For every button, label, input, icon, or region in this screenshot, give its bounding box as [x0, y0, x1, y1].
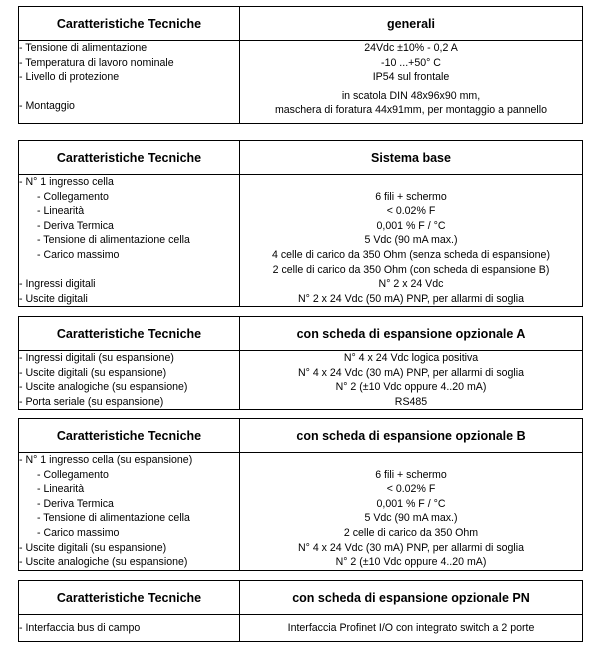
row-label: - Carico massimo — [37, 526, 120, 539]
row-value: 0,001 % F / °C — [376, 219, 446, 232]
row-value: 2 celle di carico da 350 Ohm — [343, 526, 479, 539]
row-value: Interfaccia Profinet I/O con integrato switch a 2 porte — [287, 622, 535, 634]
row-label — [19, 85, 239, 92]
spec-table-espansione-pn — [18, 580, 583, 642]
header-section: generali — [387, 16, 435, 31]
row-value: < 0.02% F — [386, 483, 436, 496]
row-label: - Collegamento — [37, 190, 109, 203]
row-label: - Uscite digitali (su espansione) — [19, 541, 167, 554]
row-value: N° 4 x 24 Vdc logica positiva — [343, 352, 479, 364]
header-label: Caratteristiche Tecniche — [19, 7, 240, 40]
row-value: N° 2 (±10 Vdc oppure 4..20 mA) — [335, 556, 487, 569]
row-value: -10 ...+50° C — [381, 56, 441, 69]
header-label: Caratteristiche Tecniche — [19, 141, 240, 174]
row-value — [240, 175, 582, 190]
spec-table-espansione-b — [18, 418, 583, 571]
row-label: - Linearità — [37, 483, 85, 496]
header-label: Caratteristiche Tecniche — [19, 581, 240, 614]
row-label — [19, 263, 239, 278]
row-label: - Deriva Termica — [37, 219, 114, 232]
row-value: 0,001 % F / °C — [376, 497, 446, 510]
header-label: Caratteristiche Tecniche — [19, 317, 240, 350]
table-header — [19, 317, 582, 351]
table-header — [19, 7, 582, 41]
row-value: 6 fili + schermo — [375, 190, 447, 203]
row-value: < 0.02% F — [386, 205, 436, 218]
row-label: - Ingressi digitali (su espansione) — [19, 352, 174, 364]
row-value: 24Vdc ±10% - 0,2 A — [364, 42, 458, 54]
row-label: - Interfaccia bus di campo — [19, 622, 141, 634]
row-label: - Temperatura di lavoro nominale — [19, 56, 174, 69]
row-value: in scatola DIN 48x96x90 mm, — [341, 89, 481, 102]
row-label: - N° 1 ingresso cella — [19, 176, 114, 188]
header-section: con scheda di espansione opzionale B — [296, 428, 526, 443]
row-value: N° 4 x 24 Vdc (30 mA) PNP, per allarmi di soglia — [297, 366, 524, 379]
spec-table-generali — [18, 6, 583, 124]
table-header — [19, 141, 582, 175]
row-value: IP54 sul frontale — [372, 71, 450, 84]
row-label: - Tensione di alimentazione cella — [37, 512, 190, 525]
row-value: N° 4 x 24 Vdc (30 mA) PNP, per allarmi di soglia — [297, 541, 524, 554]
row-value: 5 Vdc (90 mA max.) — [364, 234, 458, 247]
row-value: RS485 — [394, 395, 428, 408]
row-value: 2 celle di carico da 350 Ohm (con scheda di espansione B) — [272, 263, 550, 276]
row-label: - Uscite analogiche (su espansione) — [19, 381, 188, 394]
spec-table-sistema-base — [18, 140, 583, 307]
row-label: - N° 1 ingresso cella (su espansione) — [19, 454, 193, 466]
header-section: Sistema base — [371, 150, 451, 165]
row-label: - Uscite digitali (su espansione) — [19, 366, 167, 379]
row-label: - Tensione di alimentazione — [19, 42, 148, 54]
row-value: 4 celle di carico da 350 Ohm (senza scheda di espansione) — [272, 248, 550, 261]
row-label: - Uscite analogiche (su espansione) — [19, 556, 188, 569]
row-label: - Uscite digitali — [19, 292, 88, 305]
row-label: - Deriva Termica — [37, 497, 114, 510]
row-value: N° 2 x 24 Vdc (50 mA) PNP, per allarmi di soglia — [297, 292, 524, 305]
header-section: con scheda di espansione opzionale A — [296, 326, 526, 341]
row-label: - Carico massimo — [37, 248, 120, 261]
row-label: - Livello di protezione — [19, 71, 120, 84]
table-header — [19, 419, 582, 453]
row-label: - Ingressi digitali — [19, 278, 96, 291]
row-label: - Linearità — [37, 205, 85, 218]
header-section: con scheda di espansione opzionale PN — [292, 590, 530, 605]
row-label: - Tensione di alimentazione cella — [37, 234, 190, 247]
spec-table-espansione-a — [18, 316, 583, 410]
row-value: N° 2 (±10 Vdc oppure 4..20 mA) — [335, 381, 487, 394]
row-label: - Collegamento — [37, 468, 109, 481]
row-label: - Porta seriale (su espansione) — [19, 395, 164, 408]
table-header — [19, 581, 582, 615]
header-label: Caratteristiche Tecniche — [19, 419, 240, 452]
row-value: N° 2 x 24 Vdc — [378, 278, 444, 291]
row-value: 5 Vdc (90 mA max.) — [364, 512, 458, 525]
row-value: 6 fili + schermo — [375, 468, 447, 481]
row-value: maschera di foratura 44x91mm, per montaggio a pannello — [274, 104, 548, 117]
row-label: - Montaggio — [19, 99, 75, 112]
row-value — [240, 453, 582, 468]
